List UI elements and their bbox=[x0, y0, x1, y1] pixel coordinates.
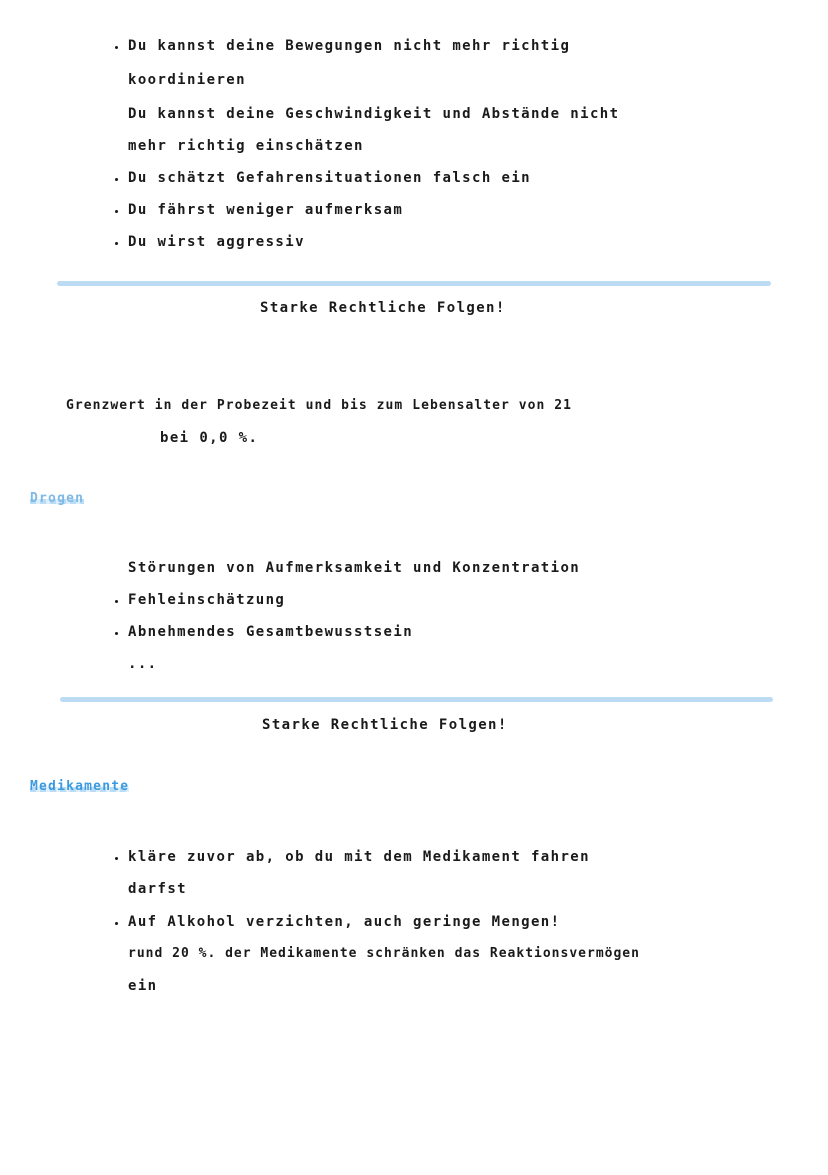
divider bbox=[60, 697, 773, 702]
bullet bbox=[115, 178, 118, 181]
divider bbox=[57, 281, 771, 286]
list-item-continuation: mehr richtig einschätzen bbox=[128, 138, 364, 154]
list-item-ellipsis: ... bbox=[128, 656, 158, 672]
section-heading-medication: Medikamente bbox=[30, 779, 130, 794]
bullet bbox=[115, 242, 118, 245]
bullet bbox=[115, 857, 118, 860]
list-item: Auf Alkohol verzichten, auch geringe Mengen! bbox=[128, 914, 561, 930]
bullet bbox=[115, 600, 118, 603]
bullet bbox=[115, 632, 118, 635]
list-item: Du fährst weniger aufmerksam bbox=[128, 202, 404, 218]
consequence-note: Starke Rechtliche Folgen! bbox=[260, 300, 506, 316]
bullet bbox=[115, 46, 118, 49]
list-item: Du schätzt Gefahrensituationen falsch ein bbox=[128, 170, 531, 186]
list-item-continuation: rund 20 %. der Medikamente schränken das Reaktionsvermögen bbox=[128, 946, 640, 961]
limit-text: Grenzwert in der Probezeit und bis zum Lebensalter von 21 bbox=[66, 398, 572, 413]
consequence-note: Starke Rechtliche Folgen! bbox=[262, 717, 508, 733]
list-item-continuation: ein bbox=[128, 978, 158, 994]
list-item-continuation: darfst bbox=[128, 881, 187, 897]
list-item: Du kannst deine Geschwindigkeit und Abstände nicht bbox=[128, 106, 620, 122]
bullet bbox=[115, 922, 118, 925]
list-item: Du wirst aggressiv bbox=[128, 234, 305, 250]
list-item: Du kannst deine Bewegungen nicht mehr richtig bbox=[128, 38, 571, 54]
list-item: kläre zuvor ab, ob du mit dem Medikament fahren bbox=[128, 849, 590, 865]
list-item: Fehleinschätzung bbox=[128, 592, 286, 608]
list-item: Störungen von Aufmerksamkeit und Konzentration bbox=[128, 560, 581, 576]
list-item-continuation: koordinieren bbox=[128, 72, 246, 88]
limit-text-continuation: bei 0,0 %. bbox=[160, 430, 259, 446]
section-heading-drugs: Drogen bbox=[30, 491, 85, 506]
list-item: Abnehmendes Gesamtbewusstsein bbox=[128, 624, 414, 640]
bullet bbox=[115, 210, 118, 213]
